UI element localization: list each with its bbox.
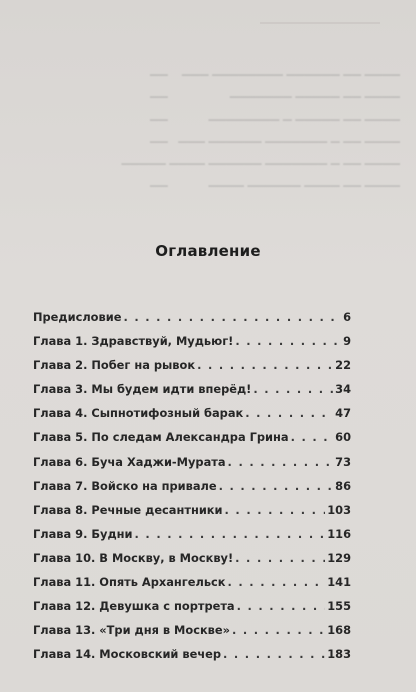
toc-entry-title: Глава 9. Будни — [33, 526, 133, 541]
toc-entry[interactable] — [33, 358, 351, 382]
toc-entry[interactable] — [33, 334, 351, 358]
toc-entry[interactable] — [33, 430, 351, 454]
dot-leader — [291, 430, 334, 444]
toc-entry-page: 47 — [335, 406, 351, 421]
toc-entry-page: 22 — [335, 358, 351, 373]
toc-entry-page: 34 — [335, 382, 351, 397]
dot-leader — [197, 358, 333, 372]
dot-leader — [223, 647, 325, 661]
bleed-through-mark — [260, 22, 380, 24]
dot-leader — [232, 623, 325, 637]
toc-entry[interactable] — [33, 623, 351, 647]
toc-entry-page: 141 — [327, 575, 351, 590]
dot-leader — [228, 455, 334, 469]
toc-entry-page: 60 — [335, 430, 351, 445]
toc-entry[interactable] — [33, 479, 351, 503]
toc-entry[interactable] — [33, 455, 351, 479]
toc-entry-page: 116 — [327, 526, 351, 541]
toc-entry-title: Глава 7. Войско на привале — [33, 478, 217, 493]
toc-entry-page: 155 — [327, 599, 351, 614]
toc-entry-page: 9 — [343, 334, 351, 349]
toc-entry-title: Глава 6. Буча Хаджи-Мурата — [33, 454, 226, 469]
toc-entry-page: 6 — [343, 310, 351, 324]
toc-entry-page: 103 — [327, 502, 351, 517]
toc-entry[interactable] — [33, 647, 351, 671]
toc-entry-title: Глава 11. Опять Архангельск — [33, 575, 226, 590]
dot-leader — [123, 310, 341, 324]
toc-entry-title: Глава 8. Речные десантники — [33, 502, 223, 517]
bleed-through-text: ▔▔▔▔ ▔▔ ▔▔▔▔▔▔ ▔▔▔▔▔▔▔▔ ▔▔▔ ▔▔ ▔▔▔▔ ▔▔ ▔▔▔▔▔ ▔▔▔▔▔▔▔ ▔▔ ▔▔▔▔ ▔▔ ▔▔▔▔▔ ▔ ▔▔▔▔▔▔▔▔ ▔▔ ▔▔▔▔ ▔▔ ▔ ▔▔▔▔▔▔▔ ▔▔▔▔▔▔ ▔▔▔ ▔▔ ▔▔▔▔ ▔▔ ▔ ▔▔▔▔▔▔▔ ▔▔▔▔▔▔ ▔▔▔▔ ▔▔▔ ▔▔ ▔▔▔▔ ▔▔ ▔▔▔▔ ▔▔▔▔▔▔ ▔▔▔▔ ▔▔ — [121, 74, 400, 200]
toc-entry-title: Глава 4. Сыпнотифозный барак — [33, 406, 244, 421]
dot-leader — [245, 406, 333, 420]
toc-entry-page: 86 — [335, 478, 351, 493]
toc-entry[interactable] — [33, 310, 351, 334]
toc-entry[interactable] — [33, 527, 351, 551]
toc-entry-title: Глава 14. Московский вечер — [33, 647, 222, 662]
toc-heading: Оглавление — [155, 242, 261, 260]
toc-entry-title: Глава 2. Побег на рывок — [33, 358, 196, 373]
toc-entry-page: 129 — [327, 550, 351, 565]
dot-leader — [225, 503, 326, 517]
dot-leader — [235, 334, 341, 348]
dot-leader — [228, 575, 326, 589]
toc-entry-title: Глава 13. «Три дня в Москве» — [33, 623, 230, 638]
toc-entry-title: Глава 5. По следам Александра Грина — [33, 430, 289, 445]
toc-entry[interactable] — [33, 503, 351, 527]
toc-entry-title: Глава 3. Мы будем идти вперёд! — [33, 382, 252, 397]
dot-leader — [219, 479, 334, 493]
toc-entry[interactable] — [33, 382, 351, 406]
toc-entry[interactable] — [33, 575, 351, 599]
toc-entry-page: 73 — [335, 454, 351, 469]
dot-leader — [135, 527, 326, 541]
toc-entry[interactable] — [33, 406, 351, 430]
toc-entry-page: 168 — [327, 623, 351, 638]
toc-entry-title: Глава 10. В Москву, в Москву! — [33, 550, 234, 565]
toc-entry-title: Глава 12. Девушка с портрета — [33, 599, 235, 614]
toc-entry[interactable] — [33, 551, 351, 575]
toc-entry-page: 183 — [327, 647, 351, 662]
dot-leader — [237, 599, 326, 613]
dot-leader — [235, 551, 325, 565]
dot-leader — [253, 382, 333, 396]
table-of-contents — [33, 310, 351, 671]
toc-entry[interactable] — [33, 599, 351, 623]
toc-entry-title: Глава 1. Здравствуй, Мудьюг! — [33, 334, 234, 349]
toc-entry-title: Предисловие — [33, 310, 122, 324]
